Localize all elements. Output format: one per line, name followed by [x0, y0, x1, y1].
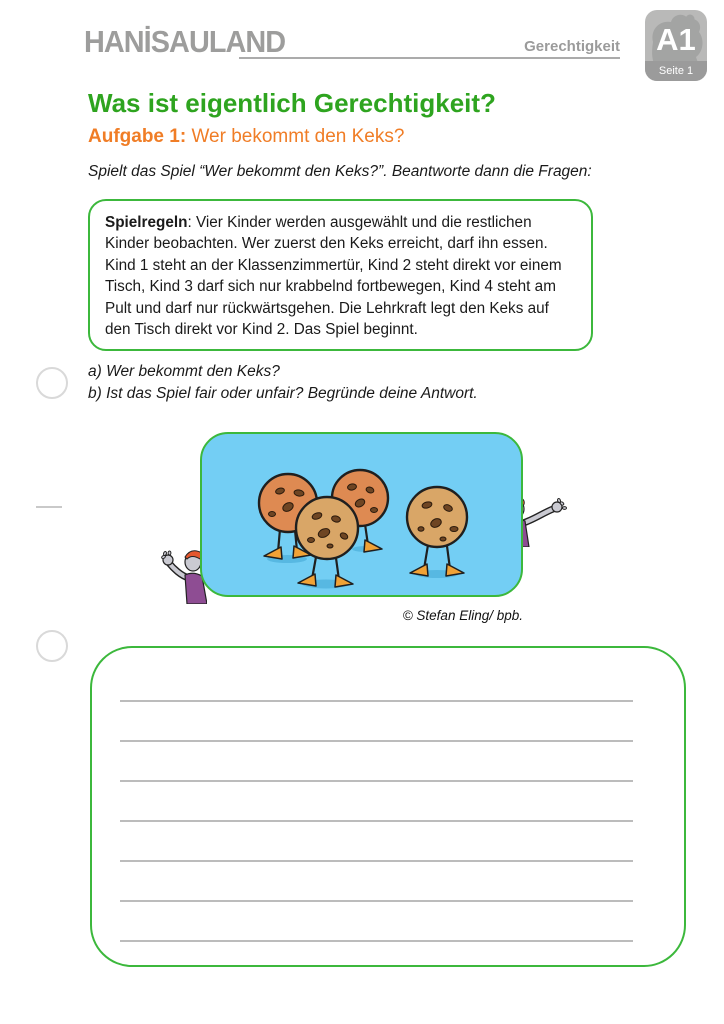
instruction-text: Spielt das Spiel “Wer bekommt den Keks?”. Beantworte dann die Fragen: [88, 163, 592, 180]
rules-paragraph [105, 212, 576, 340]
topic-label: Gerechtigkeit [524, 38, 620, 55]
task-label: Aufgabe 1: [88, 126, 187, 147]
header-rule-line [239, 57, 620, 59]
hanisauland-logo: HANİSAULAND [84, 24, 286, 59]
badge-code: A1 [656, 22, 696, 57]
answer-line [120, 820, 633, 822]
badge-page-label: Seite 1 [645, 61, 707, 81]
answer-line [120, 700, 633, 702]
fold-mark [36, 506, 62, 508]
question-b: b) Ist das Spiel fair oder unfair? Begründe deine Antwort. [88, 384, 478, 402]
cookies-cartoon-image [200, 432, 523, 597]
question-a: a) Wer bekommt den Keks? [88, 363, 280, 380]
answer-line [120, 780, 633, 782]
answer-line [120, 940, 633, 942]
questions-block [88, 361, 478, 404]
rules-box [88, 199, 593, 351]
answer-box [90, 646, 686, 967]
task-title: Wer bekommt den Keks? [186, 126, 405, 147]
figure-caption: © Stefan Eling/ bpb. [402, 608, 523, 623]
punch-hole-bottom [36, 630, 68, 662]
task-heading [88, 126, 404, 148]
page-title: Was ist eigentlich Gerechtigkeit? [88, 88, 496, 118]
punch-hole-top [36, 367, 68, 399]
task-badge [645, 10, 707, 81]
answer-line [120, 900, 633, 902]
rules-text: : Vier Kinder werden ausgewählt und die restlichen Kinder beobachten. Wer zuerst den Keks erreicht, darf ihn essen. Kind 1 steht an der Klassenzimmertür, Kind 2 steht direkt vor einem Tisch, Kind 3 darf sich nur krabbelnd fortbewegen, Kind 4 steht am Pult und darf nur rückwärtsgehen. Die Lehrkraft legt den Keks auf den Tisch direkt vor Kind 2. Das Spiel beginnt. [105, 214, 562, 339]
rules-label: Spielregeln [105, 214, 188, 231]
answer-line [120, 740, 633, 742]
answer-line [120, 860, 633, 862]
